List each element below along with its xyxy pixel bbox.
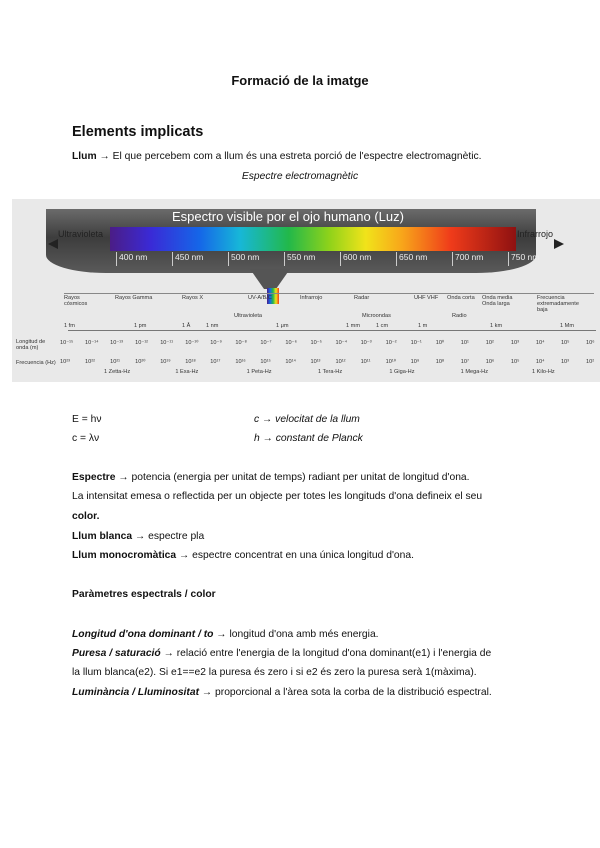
visible-tick [284, 252, 285, 266]
section-heading: Elements implicats [72, 124, 204, 140]
visible-tick-label: 700 nm [455, 252, 484, 262]
wavelength-value: 10⁻¹⁵ [60, 340, 74, 346]
frequency-unit: 1 Zetta-Hz [104, 369, 131, 375]
scale-label: 1 pm [134, 323, 147, 329]
region-label: Infrarrojo [300, 295, 323, 301]
region-label: Onda media Onda larga [482, 295, 513, 307]
figure-caption: Espectre electromagnètic [241, 171, 359, 182]
frequency-value: 10¹³ [310, 359, 321, 365]
frequency-value: 10²¹ [110, 359, 121, 365]
wavelength-value: 10⁻⁹ [210, 340, 222, 346]
infrared-label: Infrarrojo [517, 229, 554, 239]
frequency-value: 10¹⁵ [260, 359, 271, 365]
longitud-paragraph [72, 628, 379, 642]
frequency-value: 10² [586, 359, 595, 365]
wavelength-value: 10⁻¹³ [110, 340, 123, 346]
puresa-text: → relació entre l'energia de la longitud d'ona dominant(e1) i l'energia de [160, 648, 492, 659]
scale-label: 1 μm [276, 323, 289, 329]
wavelength-value: 10² [485, 340, 494, 346]
wavelength-value: 10⁻⁶ [285, 340, 297, 346]
ultraviolet-label: Ultravioleta [58, 229, 104, 239]
scale-label: 1 km [490, 323, 503, 329]
formula-c: c = λν [72, 433, 100, 444]
frequency-value: 10²² [85, 359, 95, 365]
llum-term: Llum [72, 151, 97, 162]
longitud-term: Longitud d'ona dominant / to [72, 629, 214, 640]
llum-blanca-term: Llum blanca [72, 531, 133, 542]
page-title: Formació de la imatge [231, 73, 369, 88]
wavelength-value: 10⁻² [385, 340, 397, 346]
formula-energy: E = hν [72, 414, 102, 425]
scale-label: 1 m [418, 323, 428, 329]
frequency-unit: 1 Exa-Hz [175, 369, 199, 375]
espectre-text: → potencia (energia per unitat de temps) radiant per unitat de longitud d'ona. [115, 472, 470, 483]
frequency-value: 10²⁰ [135, 359, 146, 365]
frequency-unit: 1 Mega-Hz [460, 369, 489, 375]
visible-tick-label: 550 nm [287, 252, 316, 262]
llum-mono-text: → espectre concentrat en una única longitud d'ona. [176, 550, 414, 561]
frequency-unit: 1 Tera-Hz [318, 369, 343, 375]
frequency-value: 10¹² [335, 359, 346, 365]
scale-label: 1 Å [182, 323, 191, 329]
frequency-value: 10⁶ [485, 359, 495, 365]
visible-tick-label: 500 nm [231, 252, 260, 262]
scale-label: 1 nm [206, 323, 219, 329]
visible-tick-label: 750 nm [511, 252, 540, 262]
visible-tick [452, 252, 453, 266]
wavelength-label: Longitud de onda (m) [16, 339, 46, 351]
espectre-term: Espectre [72, 472, 116, 483]
wavelength-value: 10⁴ [535, 340, 545, 346]
wavelength-value: 10⁻¹¹ [160, 340, 174, 346]
llum-arrow: → [99, 151, 110, 162]
wavelength-value: 10⁻⁸ [235, 340, 247, 346]
frequency-value: 10¹¹ [360, 359, 371, 365]
region-label: Onda corta [447, 295, 475, 301]
wavelength-value: 10⁻³ [360, 340, 372, 346]
visible-rainbow [110, 227, 516, 251]
subregion-label: Microondas [362, 313, 391, 319]
luminancia-paragraph [72, 686, 492, 700]
llum-paragraph [72, 150, 482, 164]
scale-label: 1 cm [376, 323, 389, 329]
espectre-line-3: color. [72, 511, 100, 522]
frequency-unit: 1 Peta-Hz [246, 369, 272, 375]
scale-label: 1 fm [64, 323, 75, 329]
wavelength-value: 10⁻¹⁴ [85, 340, 99, 346]
luminancia-text: → proporcional a l'àrea sota la corba de la distribució espectral. [199, 687, 492, 698]
wavelength-value: 10⁶ [586, 340, 595, 346]
wavelength-value: 10³ [510, 340, 519, 346]
frequency-value: 10¹⁸ [185, 359, 196, 365]
frequency-value: 10¹⁶ [235, 359, 246, 365]
wavelength-value: 10⁻¹⁰ [185, 340, 199, 346]
visible-tick [340, 252, 341, 266]
right-arrow-icon [554, 239, 564, 249]
subregion-label: Ultravioleta [234, 313, 262, 319]
llum-text: El que percebem com a llum és una estreta porció de l'espectre electromagnètic. [112, 151, 482, 162]
luminancia-term: Luminància / Lluminositat [72, 687, 200, 698]
frequency-value: 10⁷ [460, 359, 469, 365]
espectre-line-2: La intensitat emesa o reflectida per un objecte per totes les longituds d'ona defineix el seu [72, 491, 483, 502]
frequency-value: 10¹⁰ [385, 359, 396, 365]
espectre-paragraph [72, 471, 470, 485]
puresa-paragraph [72, 647, 491, 661]
frequency-value: 10⁸ [435, 359, 445, 365]
region-label: Rayos Gamma [115, 295, 153, 301]
frequency-label: Frecuencia (Hz) [16, 360, 56, 366]
frequency-value: 10¹⁴ [285, 359, 296, 365]
region-label: Radar [354, 295, 370, 301]
frequency-value: 10⁵ [510, 359, 520, 365]
frequency-value: 10⁴ [535, 359, 545, 365]
llum-blanca-paragraph [72, 530, 204, 544]
frequency-value: 10⁹ [410, 359, 420, 365]
region-label: Rayos cósmicos [64, 295, 88, 307]
wavelength-value: 10⁻⁵ [310, 340, 322, 346]
subregion-label: Radio [452, 313, 467, 319]
visible-tick [228, 252, 229, 266]
longitud-text: → longitud d'ona amb més energia. [213, 629, 379, 640]
frequency-value: 10²³ [60, 359, 70, 365]
region-label: UHF VHF [414, 295, 439, 301]
frequency-unit: 1 Giga-Hz [389, 369, 415, 375]
wavelength-value: 10⁻⁴ [335, 340, 348, 346]
visible-tick [172, 252, 173, 266]
llum-mono-term: Llum monocromàtica [72, 550, 177, 561]
formula-h-def: h → constant de Planck [254, 433, 363, 444]
spectrum-figure [12, 199, 600, 382]
visible-tick-label: 600 nm [343, 252, 372, 262]
visible-tick-label: 450 nm [175, 252, 204, 262]
left-arrow-icon [48, 239, 58, 249]
region-label: UV-A/B/C [248, 295, 272, 301]
visible-spectrum-title: Espectro visible por el ojo humano (Luz) [172, 209, 404, 224]
wavelength-value: 10⁰ [435, 340, 445, 346]
region-label: Frecuencia extremadamente baja [537, 295, 579, 313]
frequency-value: 10¹⁹ [160, 359, 171, 365]
frequency-value: 10³ [560, 359, 570, 365]
parameters-heading: Paràmetres espectrals / color [72, 589, 216, 600]
frequency-unit: 1 Kilo-Hz [532, 369, 555, 375]
wavelength-value: 10⁻¹ [410, 340, 422, 346]
wavelength-value: 10⁻⁷ [260, 340, 272, 346]
puresa-term: Puresa / saturació [72, 648, 161, 659]
scale-axis [68, 330, 596, 331]
visible-tick [508, 252, 509, 266]
visible-tick-label: 650 nm [399, 252, 428, 262]
llum-mono-paragraph [72, 549, 414, 563]
llum-blanca-text: → espectre pla [132, 531, 205, 542]
visible-tick [396, 252, 397, 266]
visible-tick [116, 252, 117, 266]
frequency-value: 10¹⁷ [210, 359, 221, 365]
wavelength-value: 10¹ [460, 340, 469, 346]
region-label: Rayos X [182, 295, 204, 301]
formula-c-def: c → velocitat de la llum [254, 414, 360, 425]
visible-funnel [250, 269, 290, 289]
wavelength-value: 10⁵ [560, 340, 570, 346]
wavelength-value: 10⁻¹² [135, 340, 149, 346]
puresa-line-2: la llum blanca(e2). Si e1==e2 la puresa és zero i si e2 és zero la puresa serà 1(màxima). [72, 667, 477, 678]
scale-label: 1 mm [346, 323, 360, 329]
scale-label: 1 Mm [560, 323, 574, 329]
region-divider [64, 293, 594, 294]
visible-tick-label: 400 nm [119, 252, 148, 262]
